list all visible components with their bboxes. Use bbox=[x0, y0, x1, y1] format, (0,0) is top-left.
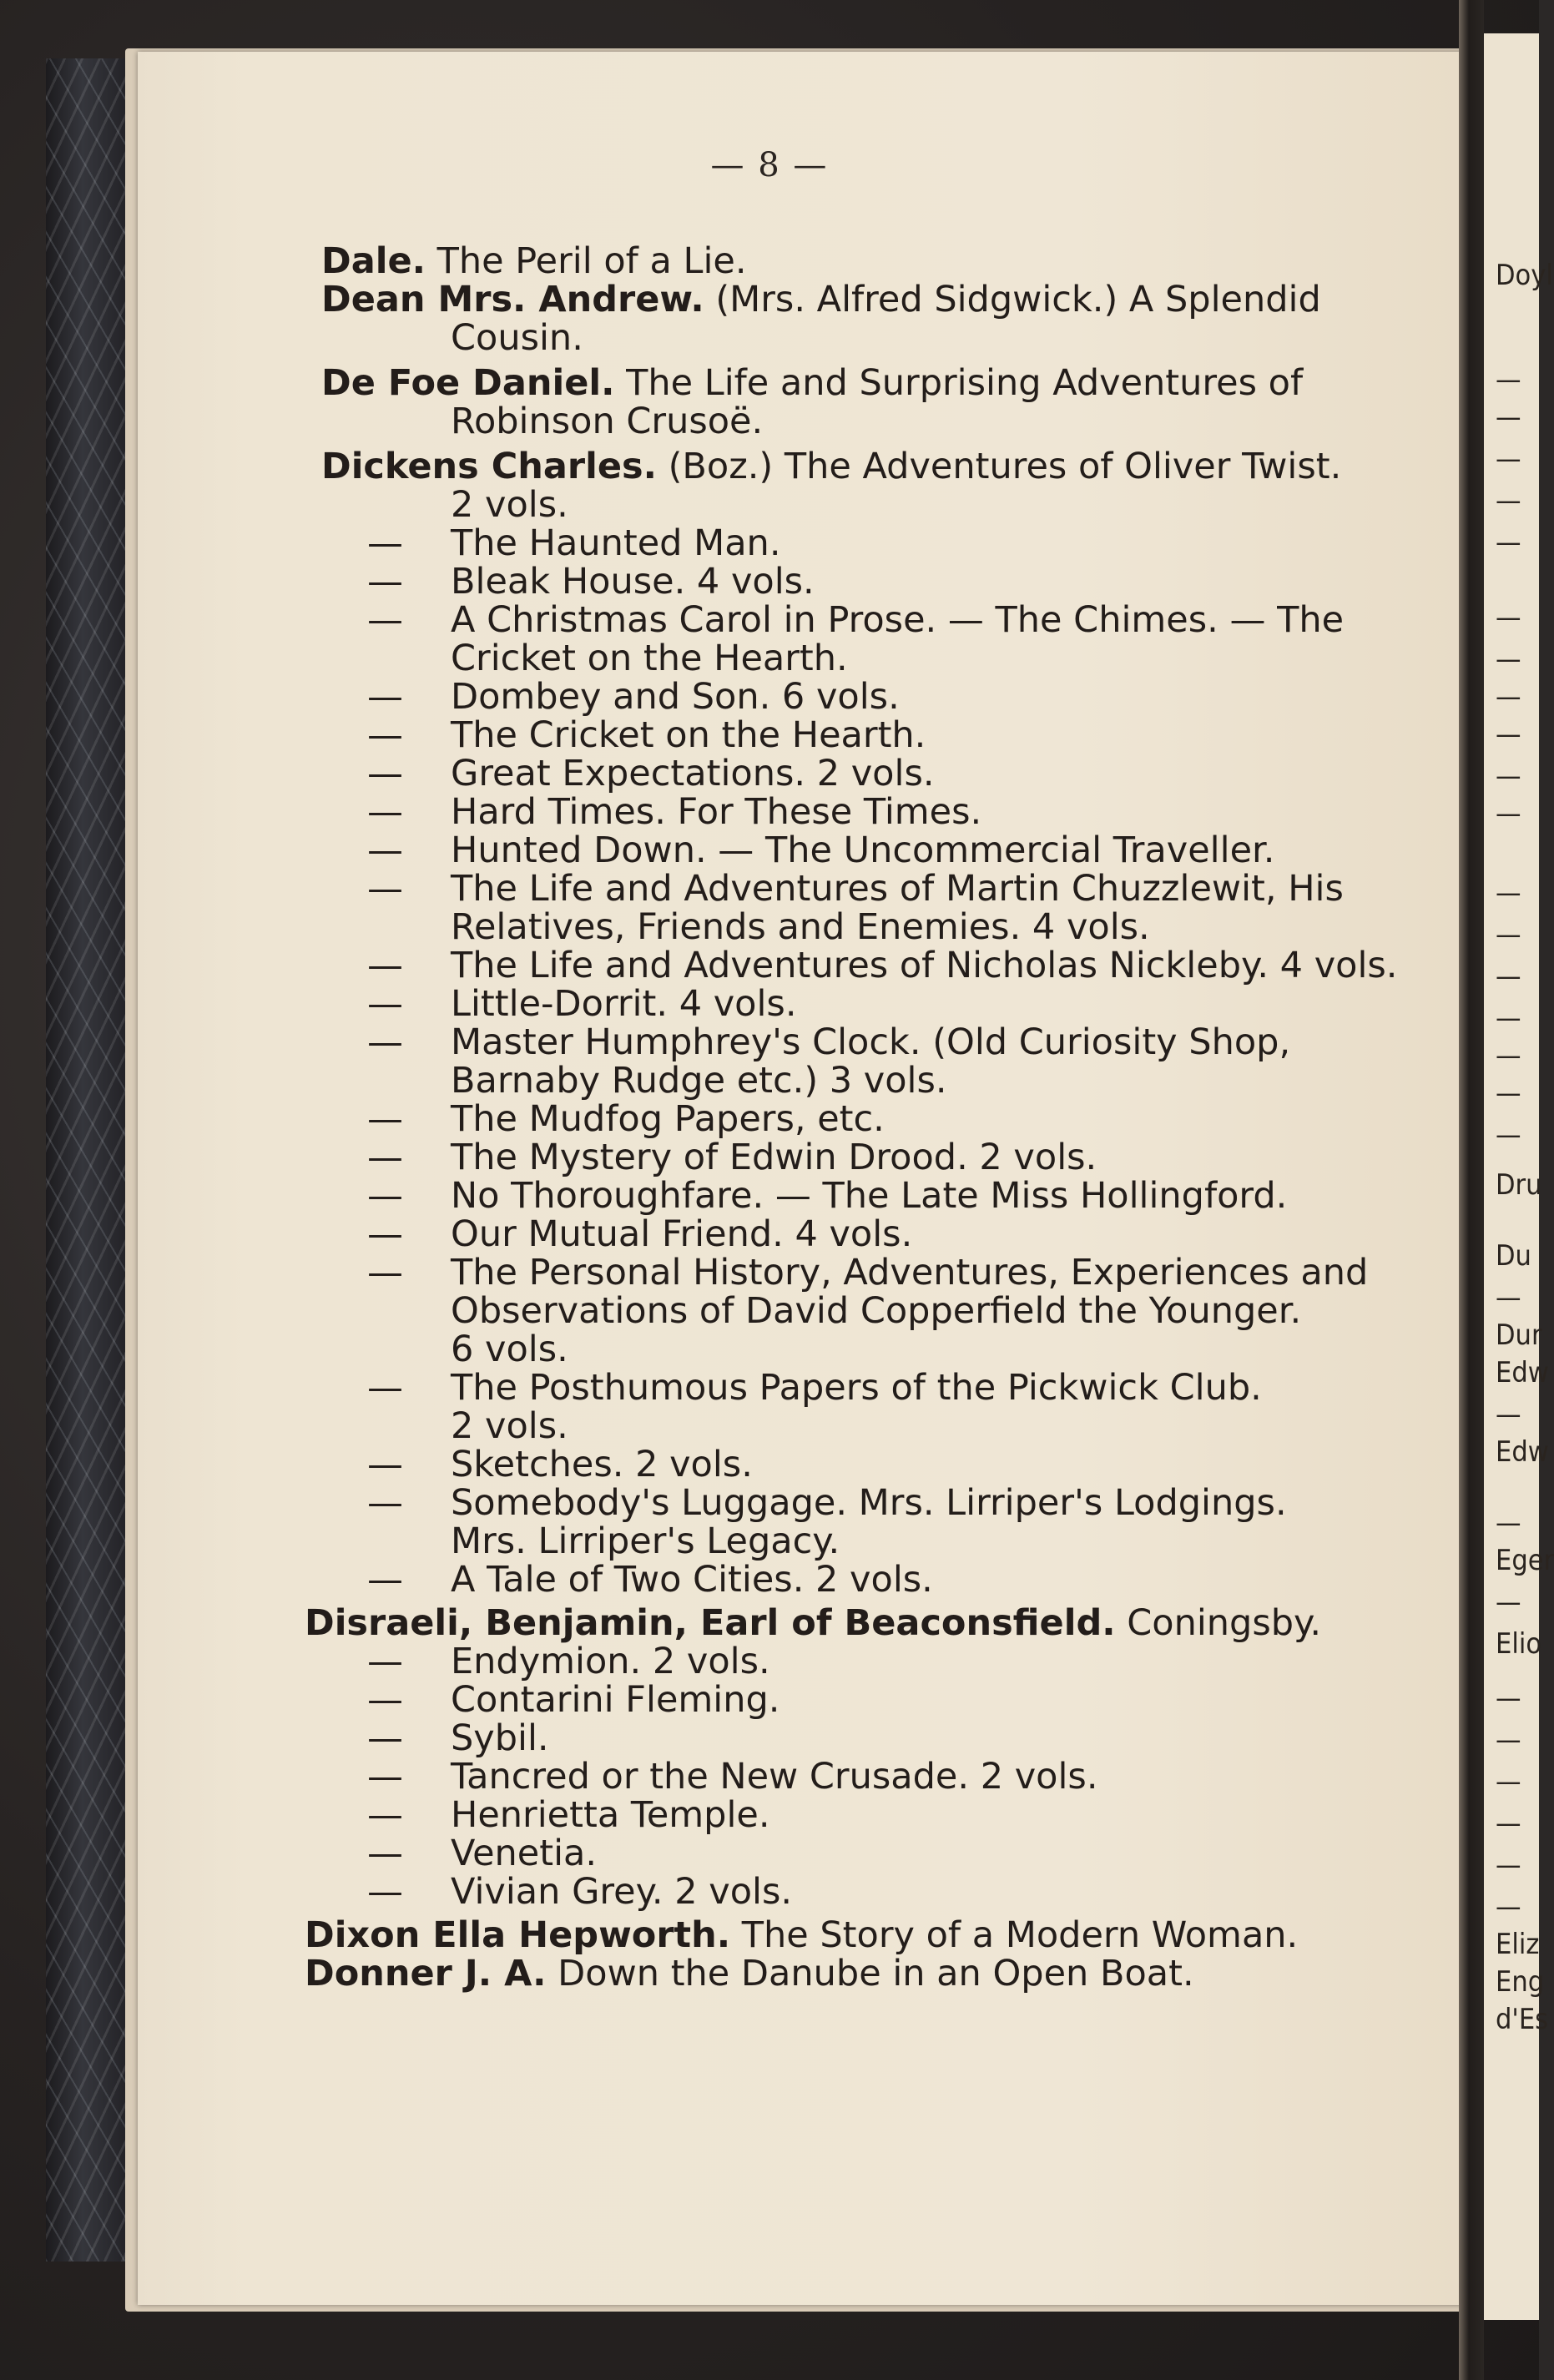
dickens-work: — Master Humphrey's Clock. (Old Curiosity Shop, Barnaby Rudge etc.) 3 vols. bbox=[367, 1021, 1291, 1102]
facing-line: — bbox=[1496, 442, 1521, 476]
facing-line: Edw bbox=[1496, 1356, 1549, 1389]
facing-line: — bbox=[1496, 1077, 1521, 1110]
title-continuation: Robinson Crusoë. bbox=[451, 401, 764, 442]
facing-line: — bbox=[1496, 1039, 1521, 1072]
ditto-dash: — bbox=[367, 1098, 403, 1140]
ditto-dash: — bbox=[367, 522, 403, 564]
ditto-dash: — bbox=[367, 1137, 403, 1178]
ditto-dash: — bbox=[367, 1252, 403, 1293]
facing-line: — bbox=[1496, 1281, 1521, 1314]
facing-line: — bbox=[1496, 1586, 1521, 1619]
facing-line: d'Es bbox=[1496, 2003, 1549, 2036]
facing-line: Dur bbox=[1496, 1319, 1542, 1352]
catalogue-list bbox=[305, 240, 1431, 1994]
facing-line: — bbox=[1496, 484, 1521, 517]
author-name: Disraeli, Benjamin, Earl of Beaconsfield. bbox=[305, 1602, 1116, 1644]
author-name: Dale. bbox=[321, 240, 426, 282]
facing-line: — bbox=[1496, 1001, 1521, 1035]
facing-line: — bbox=[1496, 918, 1521, 951]
facing-line: Eger bbox=[1496, 1544, 1554, 1577]
dickens-work: — Dombey and Son. 6 vols. bbox=[367, 676, 900, 718]
entry-dixon bbox=[305, 1916, 1431, 1954]
ditto-dash: — bbox=[367, 1641, 403, 1682]
disraeli-work: — Sybil. bbox=[367, 1717, 549, 1759]
book-title: The Life and Surprising Adventures of bbox=[614, 362, 1304, 404]
author-name: Dean Mrs. Andrew. bbox=[321, 279, 704, 320]
facing-line: — bbox=[1496, 1890, 1521, 1924]
facing-line: Elio bbox=[1496, 1627, 1542, 1661]
ditto-dash: — bbox=[367, 561, 403, 603]
book-title: Down the Danube in an Open Boat. bbox=[546, 1953, 1194, 1994]
ditto-dash: — bbox=[367, 1679, 403, 1721]
facing-line: Doyl bbox=[1496, 259, 1553, 292]
disraeli-work: — Tancred or the New Crusade. 2 vols. bbox=[367, 1756, 1098, 1798]
dickens-work: — Bleak House. 4 vols. bbox=[367, 561, 815, 603]
entry-dickens bbox=[321, 447, 1431, 524]
facing-line: — bbox=[1496, 960, 1521, 993]
ditto-dash: — bbox=[367, 1482, 403, 1524]
entry-dean bbox=[321, 280, 1431, 357]
facing-line: — bbox=[1496, 643, 1521, 676]
ditto-dash: — bbox=[367, 791, 403, 833]
ditto-dash: — bbox=[367, 829, 403, 871]
dickens-work: — No Thoroughfare. — The Late Miss Hollingford. bbox=[367, 1175, 1288, 1217]
dickens-work: — A Tale of Two Cities. 2 vols. bbox=[367, 1559, 933, 1601]
facing-line: Dru bbox=[1496, 1168, 1542, 1202]
disraeli-work: — Endymion. 2 vols. bbox=[367, 1641, 770, 1682]
book-gutter bbox=[1459, 0, 1484, 2380]
book-title: (Mrs. Alfred Sidgwick.) A Splendid bbox=[704, 279, 1321, 320]
dickens-work: — Sketches. 2 vols. bbox=[367, 1444, 753, 1485]
dickens-work: — The Life and Adventures of Martin Chuzzlewit, His Relatives, Friends and Enemies. 4 vols. bbox=[367, 868, 1344, 948]
facing-line: — bbox=[1496, 876, 1521, 910]
author-name: Donner J. A. bbox=[305, 1953, 547, 1994]
facing-line: — bbox=[1496, 363, 1521, 396]
facing-line: Eng bbox=[1496, 1965, 1545, 1999]
facing-line: — bbox=[1496, 1398, 1521, 1431]
ditto-dash: — bbox=[367, 1871, 403, 1913]
entry-donner bbox=[305, 1954, 1431, 1993]
facing-line: — bbox=[1496, 526, 1521, 559]
ditto-dash: — bbox=[367, 599, 403, 641]
facing-line: — bbox=[1496, 797, 1521, 830]
book-title: (Boz.) The Adventures of Oliver Twist. bbox=[656, 446, 1342, 487]
book-title: Coningsby. bbox=[1115, 1602, 1322, 1644]
ditto-dash: — bbox=[367, 1756, 403, 1798]
facing-line: — bbox=[1496, 401, 1521, 434]
author-name: De Foe Daniel. bbox=[321, 362, 615, 404]
facing-line: — bbox=[1496, 1848, 1521, 1882]
disraeli-work: — Contarini Fleming. bbox=[367, 1679, 780, 1721]
book-title: The Peril of a Lie. bbox=[425, 240, 747, 282]
facing-line: — bbox=[1496, 1506, 1521, 1540]
dickens-work: — Great Expectations. 2 vols. bbox=[367, 753, 935, 794]
ditto-dash: — bbox=[367, 1367, 403, 1409]
ditto-dash: — bbox=[367, 1717, 403, 1759]
facing-line: Eliz bbox=[1496, 1928, 1540, 1961]
dickens-work: — Somebody's Luggage. Mrs. Lirriper's Lodgings. Mrs. Lirriper's Legacy. bbox=[367, 1482, 1287, 1562]
facing-line: — bbox=[1496, 601, 1521, 634]
ditto-dash: — bbox=[367, 676, 403, 718]
title-continuation: 2 vols. bbox=[451, 484, 568, 526]
entry-defoe bbox=[321, 364, 1431, 441]
dickens-work: — The Mudfog Papers, etc. bbox=[367, 1098, 885, 1140]
ditto-dash: — bbox=[367, 1794, 403, 1836]
ditto-dash: — bbox=[367, 868, 403, 910]
facing-line: — bbox=[1496, 1723, 1521, 1757]
dickens-work: — Hunted Down. — The Uncommercial Traveller. bbox=[367, 829, 1275, 871]
entry-dale bbox=[321, 242, 1431, 280]
page-number: — 8 — bbox=[710, 146, 829, 184]
disraeli-work: — Venetia. bbox=[367, 1833, 598, 1874]
facing-line: — bbox=[1496, 680, 1521, 713]
dickens-work: — Hard Times. For These Times. bbox=[367, 791, 982, 833]
facing-line: Edw bbox=[1496, 1435, 1549, 1469]
facing-line: — bbox=[1496, 1807, 1521, 1840]
dickens-work: — The Cricket on the Hearth. bbox=[367, 714, 926, 756]
title-continuation: Cousin. bbox=[451, 317, 583, 359]
dickens-work: — The Life and Adventures of Nicholas Nickleby. 4 vols. bbox=[367, 945, 1398, 986]
ditto-dash: — bbox=[367, 753, 403, 794]
facing-line: Du bbox=[1496, 1239, 1531, 1273]
dickens-work: — Our Mutual Friend. 4 vols. bbox=[367, 1213, 913, 1255]
ditto-dash: — bbox=[367, 1021, 403, 1063]
disraeli-work: — Vivian Grey. 2 vols. bbox=[367, 1871, 793, 1913]
entry-disraeli bbox=[305, 1604, 1431, 1642]
book-title: The Story of a Modern Woman. bbox=[730, 1914, 1299, 1956]
dickens-work: — A Christmas Carol in Prose. — The Chimes. — The Cricket on the Hearth. bbox=[367, 599, 1345, 679]
ditto-dash: — bbox=[367, 1833, 403, 1874]
facing-page-strip bbox=[1484, 33, 1554, 2320]
ditto-dash: — bbox=[367, 1213, 403, 1255]
ditto-dash: — bbox=[367, 945, 403, 986]
dickens-work: — The Mystery of Edwin Drood. 2 vols. bbox=[367, 1137, 1097, 1178]
ditto-dash: — bbox=[367, 1175, 403, 1217]
ditto-dash: — bbox=[367, 1559, 403, 1601]
facing-line: — bbox=[1496, 759, 1521, 793]
facing-line: — bbox=[1496, 1682, 1521, 1715]
ditto-dash: — bbox=[367, 1444, 403, 1485]
dickens-work: — The Personal History, Adventures, Experiences and Observations of David Copperfield the Younger. 6 vols. bbox=[367, 1252, 1369, 1370]
ditto-dash: — bbox=[367, 983, 403, 1025]
disraeli-work: — Henrietta Temple. bbox=[367, 1794, 770, 1836]
author-name: Dickens Charles. bbox=[321, 446, 657, 487]
dickens-work: — Little-Dorrit. 4 vols. bbox=[367, 983, 797, 1025]
facing-line: — bbox=[1496, 718, 1521, 751]
dickens-work: — The Haunted Man. bbox=[367, 522, 781, 564]
facing-line: — bbox=[1496, 1118, 1521, 1152]
author-name: Dixon Ella Hepworth. bbox=[305, 1914, 731, 1956]
ditto-dash: — bbox=[367, 714, 403, 756]
facing-line: — bbox=[1496, 1765, 1521, 1798]
dickens-work: — The Posthumous Papers of the Pickwick Club. 2 vols. bbox=[367, 1367, 1262, 1447]
